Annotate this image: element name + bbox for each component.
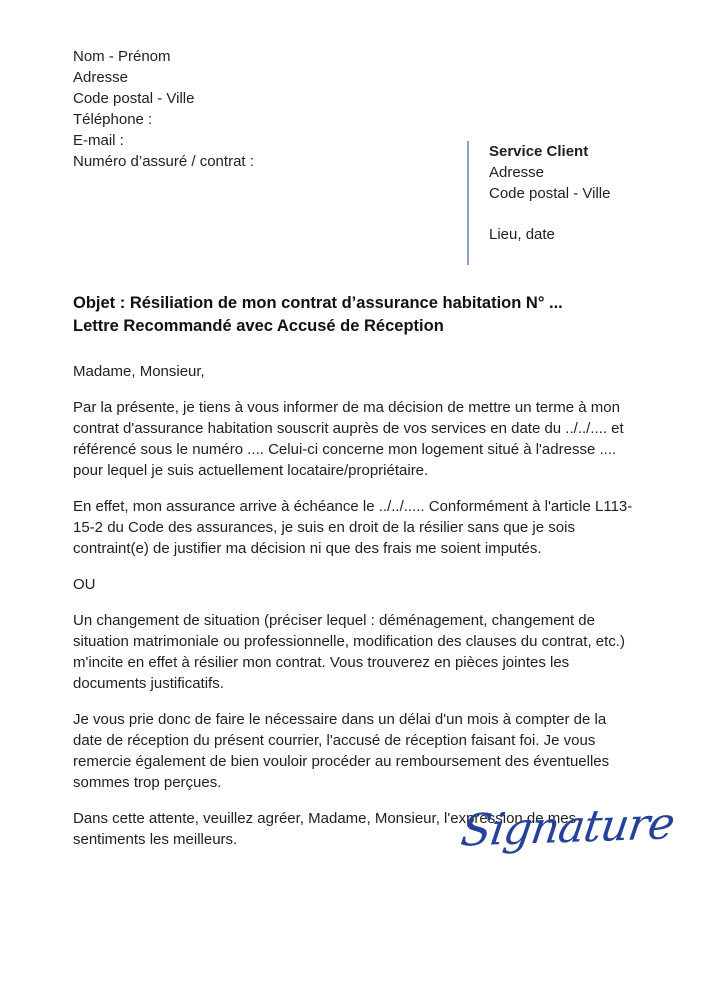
paragraph-salutation: Madame, Monsieur,	[73, 363, 205, 380]
recipient-name: Service Client	[489, 143, 589, 160]
paragraph-closing: Dans cette attente, veuillez agréer, Madame, Monsieur, l'expression de mes sentiments les meilleurs.	[73, 810, 577, 848]
recipient-block	[467, 141, 610, 265]
sender-contract-number-line: Numéro d’assuré / contrat :	[73, 153, 254, 170]
subject-line-2: Lettre Recommandé avec Accusé de Réception	[73, 317, 444, 335]
subject-block	[73, 292, 648, 338]
place-date-line: Lieu, date	[489, 226, 555, 243]
paragraph-request-action: Je vous prie donc de faire le nécessaire dans un délai d'un mois à compter de la date de réception du présent courrier, l'accusé de réception faisant foi. Je vous remercie également de bien vouloir procéder au remboursement des éventuelles sommes trop perçues.	[73, 711, 610, 791]
sender-block	[73, 46, 254, 172]
sender-postal-city-line: Code postal - Ville	[73, 90, 195, 107]
letter-body	[73, 361, 635, 865]
paragraph-situation-change: Un changement de situation (préciser lequel : déménagement, changement de situation matrimoniale ou professionnelle, modification des clauses du contrat, etc.) m'incite en effet à résilier mon contrat. Vous trouverez en pièces jointes les documents justificatifs.	[73, 612, 625, 692]
signature-handwriting: Signature	[457, 798, 678, 857]
sender-phone-line: Téléphone :	[73, 111, 153, 128]
sender-address-line: Adresse	[73, 69, 129, 86]
sender-name-line: Nom - Prénom	[73, 48, 171, 65]
recipient-spacer	[489, 204, 610, 224]
signature-block	[457, 798, 678, 857]
paragraph-cancellation-intent: Par la présente, je tiens à vous informer de ma décision de mettre un terme à mon contrat d'assurance habitation souscrit auprès de vos services en date du ../../.... et référencé sous le numéro .... Celui-ci concerne mon logement situé à l'adresse .... pour lequel je suis actuellement locataire/propriétaire.	[73, 399, 624, 479]
sender-email-line: E-mail :	[73, 132, 124, 149]
recipient-address-line: Adresse	[489, 164, 545, 181]
recipient-postal-city-line: Code postal - Ville	[489, 185, 611, 202]
paragraph-or-separator: OU	[73, 576, 96, 593]
subject-line-1: Objet : Résiliation de mon contrat d’assurance habitation N° ...	[73, 294, 563, 312]
paragraph-legal-basis: En effet, mon assurance arrive à échéance le ../../..... Conformément à l'article L113-15-2 du Code des assurances, je suis en droit de la résilier sans que je sois contraint(e) de justifier ma décision ni que des frais me soient imputés.	[73, 498, 633, 557]
